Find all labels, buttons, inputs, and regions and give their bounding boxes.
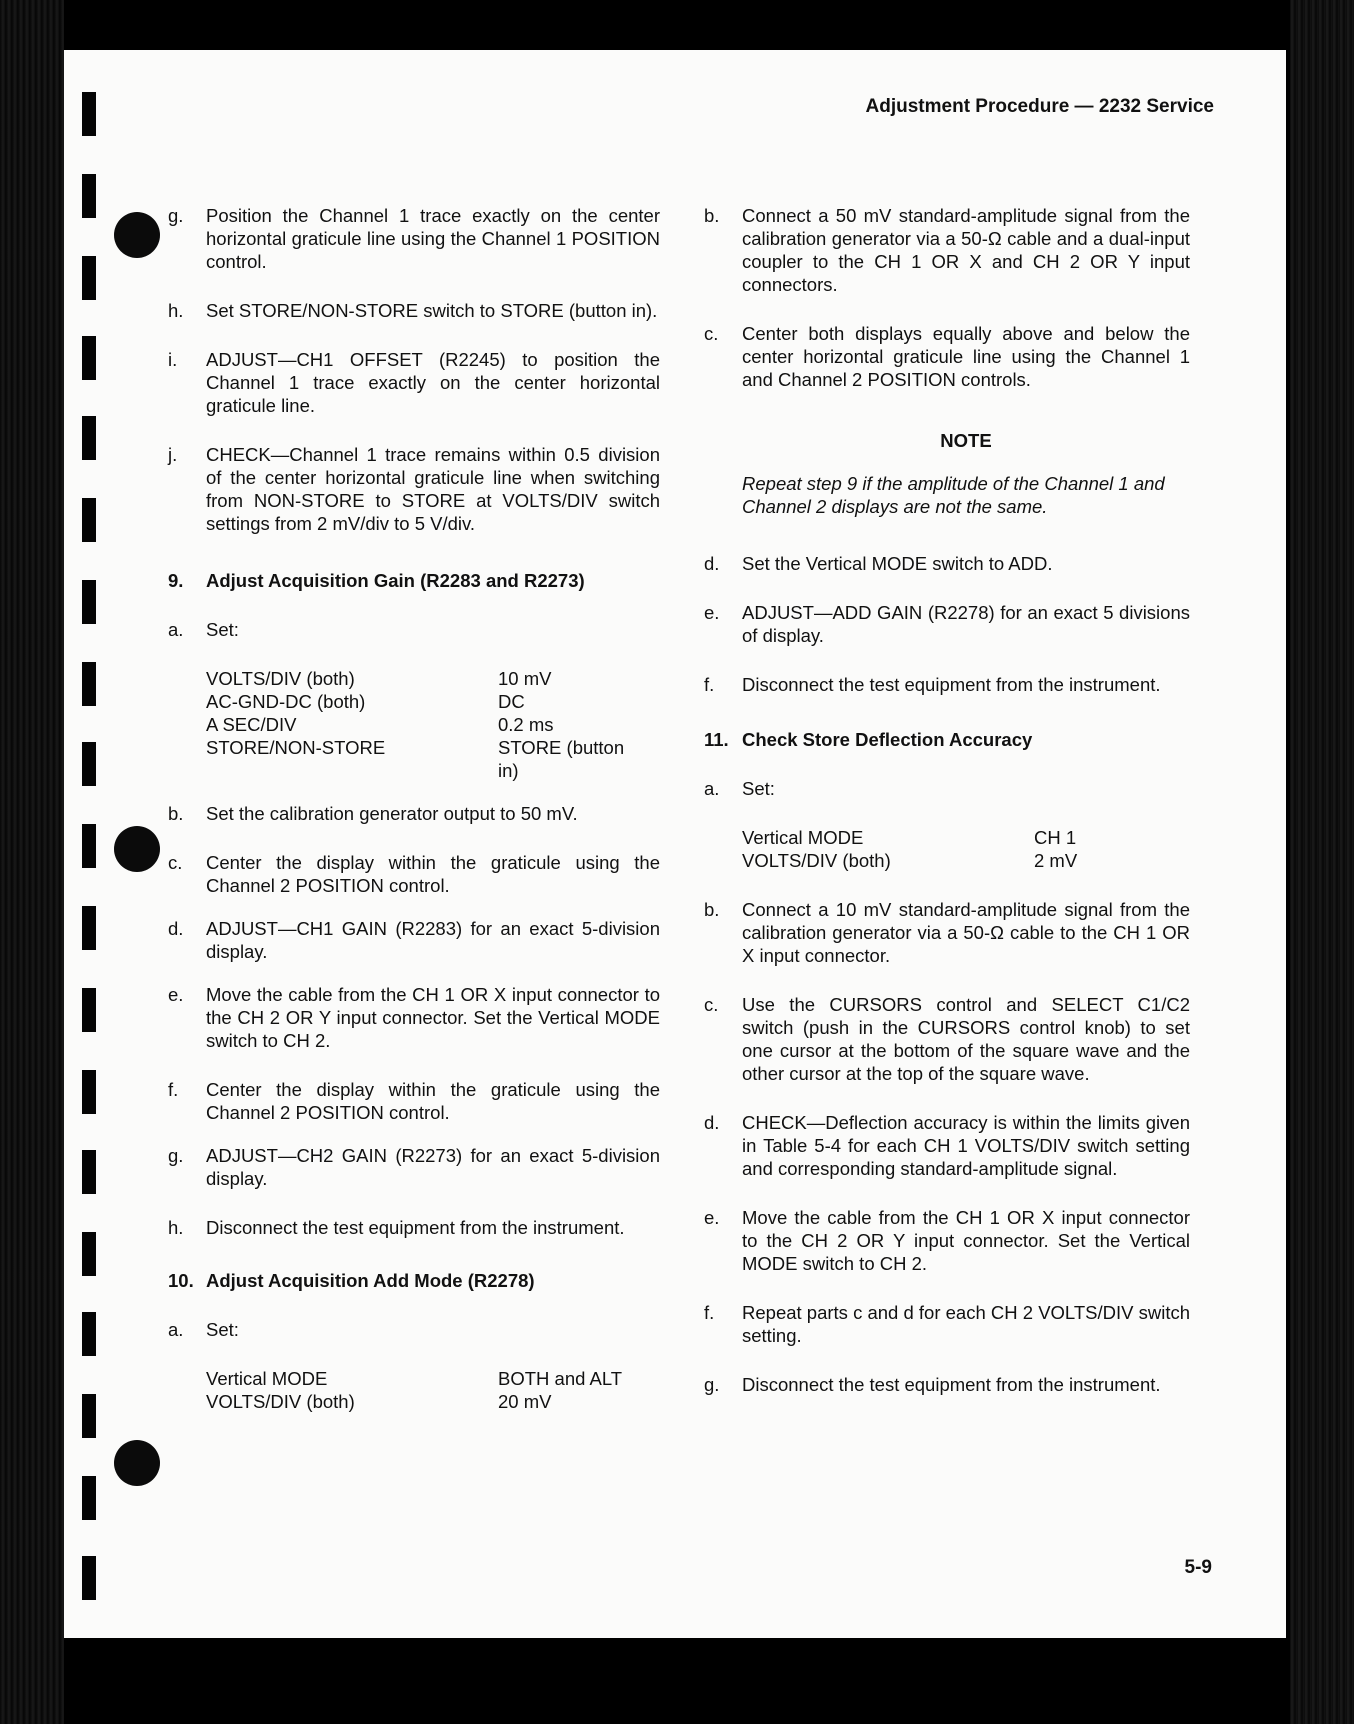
list-item: f. Disconnect the test equipment from the instrument. [704, 674, 1161, 695]
list-item: a. Set: [168, 1319, 239, 1340]
list-item: f. Repeat parts c and d for each CH 2 VOLTS/DIV switch setting. [704, 1302, 1190, 1346]
punch-hole [114, 212, 160, 258]
list-item: b. Set the calibration generator output to 50 mV. [168, 803, 578, 824]
list-item: e. ADJUST—ADD GAIN (R2278) for an exact 5 divisions of display. [704, 602, 1190, 646]
binder-index-marks [82, 0, 102, 1724]
section-heading-step-9: 9. Adjust Acquisition Gain (R2283 and R2273) [168, 570, 585, 591]
settings-table: Vertical MODE BOTH and ALT VOLTS/DIV (both) 20 mV [206, 1368, 623, 1412]
list-item: a. Set: [704, 778, 775, 799]
list-item: a. Set: [168, 619, 239, 640]
settings-table: Vertical MODE CH 1 VOLTS/DIV (both) 2 mV [742, 827, 1078, 871]
section-heading-step-10: 10. Adjust Acquisition Add Mode (R2278) [168, 1270, 535, 1291]
left-column [168, 204, 660, 1413]
list-item: h. Disconnect the test equipment from the instrument. [168, 1217, 625, 1238]
list-item: c. Center the display within the graticule using the Channel 2 POSITION control. [168, 852, 660, 896]
right-column [704, 204, 1190, 1396]
note-text: Repeat step 9 if the amplitude of the Channel 1 and Channel 2 displays are not the same. [742, 473, 1165, 517]
list-item: f. Center the display within the graticule using the Channel 2 POSITION control. [168, 1079, 660, 1123]
punch-hole [114, 1440, 160, 1486]
scan-border-right [1290, 0, 1354, 1724]
list-item: c. Use the CURSORS control and SELECT C1/C2 switch (push in the CURSORS control knob) to set one cursor at the bottom of the square wave and the other cursor at the top of the square wave. [704, 994, 1190, 1084]
list-item: e. Move the cable from the CH 1 OR X input connector to the CH 2 OR Y input connector. Set the Vertical MODE switch to CH 2. [704, 1207, 1190, 1274]
list-item: i. ADJUST—CH1 OFFSET (R2245) to position the Channel 1 trace exactly on the center horizontal graticule line. [168, 349, 660, 416]
list-item: e. Move the cable from the CH 1 OR X input connector to the CH 2 OR Y input connector. Set the Vertical MODE switch to CH 2. [168, 984, 660, 1051]
scan-border-top [0, 0, 1354, 52]
list-item: b. Connect a 50 mV standard-amplitude signal from the calibration generator via a 50-Ω cable and a dual-input coupler to the CH 1 OR X and CH 2 OR Y input connectors. [704, 205, 1190, 295]
section-heading-step-11: 11. Check Store Deflection Accuracy [704, 729, 1033, 750]
list-item: g. ADJUST—CH2 GAIN (R2273) for an exact 5-division display. [168, 1145, 660, 1189]
list-item: d. Set the Vertical MODE switch to ADD. [704, 553, 1053, 574]
list-item: j. CHECK—Channel 1 trace remains within 0.5 division of the center horizontal graticule line when switching from NON-STORE to STORE at VOLTS/DIV switch settings from 2 mV/div to 5 V/div. [168, 444, 660, 534]
page-header: Adjustment Procedure — 2232 Service [865, 96, 1214, 117]
list-item: c. Center both displays equally above and below the center horizontal graticule line using the Channel 1 and Channel 2 POSITION controls. [704, 323, 1190, 390]
list-item: b. Connect a 10 mV standard-amplitude signal from the calibration generator via a 50-Ω cable to the CH 1 OR X input connector. [704, 899, 1190, 966]
list-item: g. Position the Channel 1 trace exactly on the center horizontal graticule line using the Channel 1 POSITION control. [168, 205, 660, 272]
settings-table: VOLTS/DIV (both) 10 mV AC-GND-DC (both) DC A SEC/DIV 0.2 ms STORE/NON-STORE STORE (button in) [206, 668, 625, 781]
page-number: 5-9 [1184, 1557, 1212, 1578]
scan-border-left [0, 0, 64, 1724]
note-title: NOTE [940, 430, 992, 451]
list-item: d. ADJUST—CH1 GAIN (R2283) for an exact 5-division display. [168, 918, 660, 962]
punch-hole [114, 826, 160, 872]
list-item: d. CHECK—Deflection accuracy is within the limits given in Table 5-4 for each CH 1 VOLTS/DIV switch setting and corresponding standard-amplitude signal. [704, 1112, 1190, 1179]
list-item: g. Disconnect the test equipment from the instrument. [704, 1374, 1161, 1395]
list-item: h. Set STORE/NON-STORE switch to STORE (button in). [168, 300, 658, 321]
